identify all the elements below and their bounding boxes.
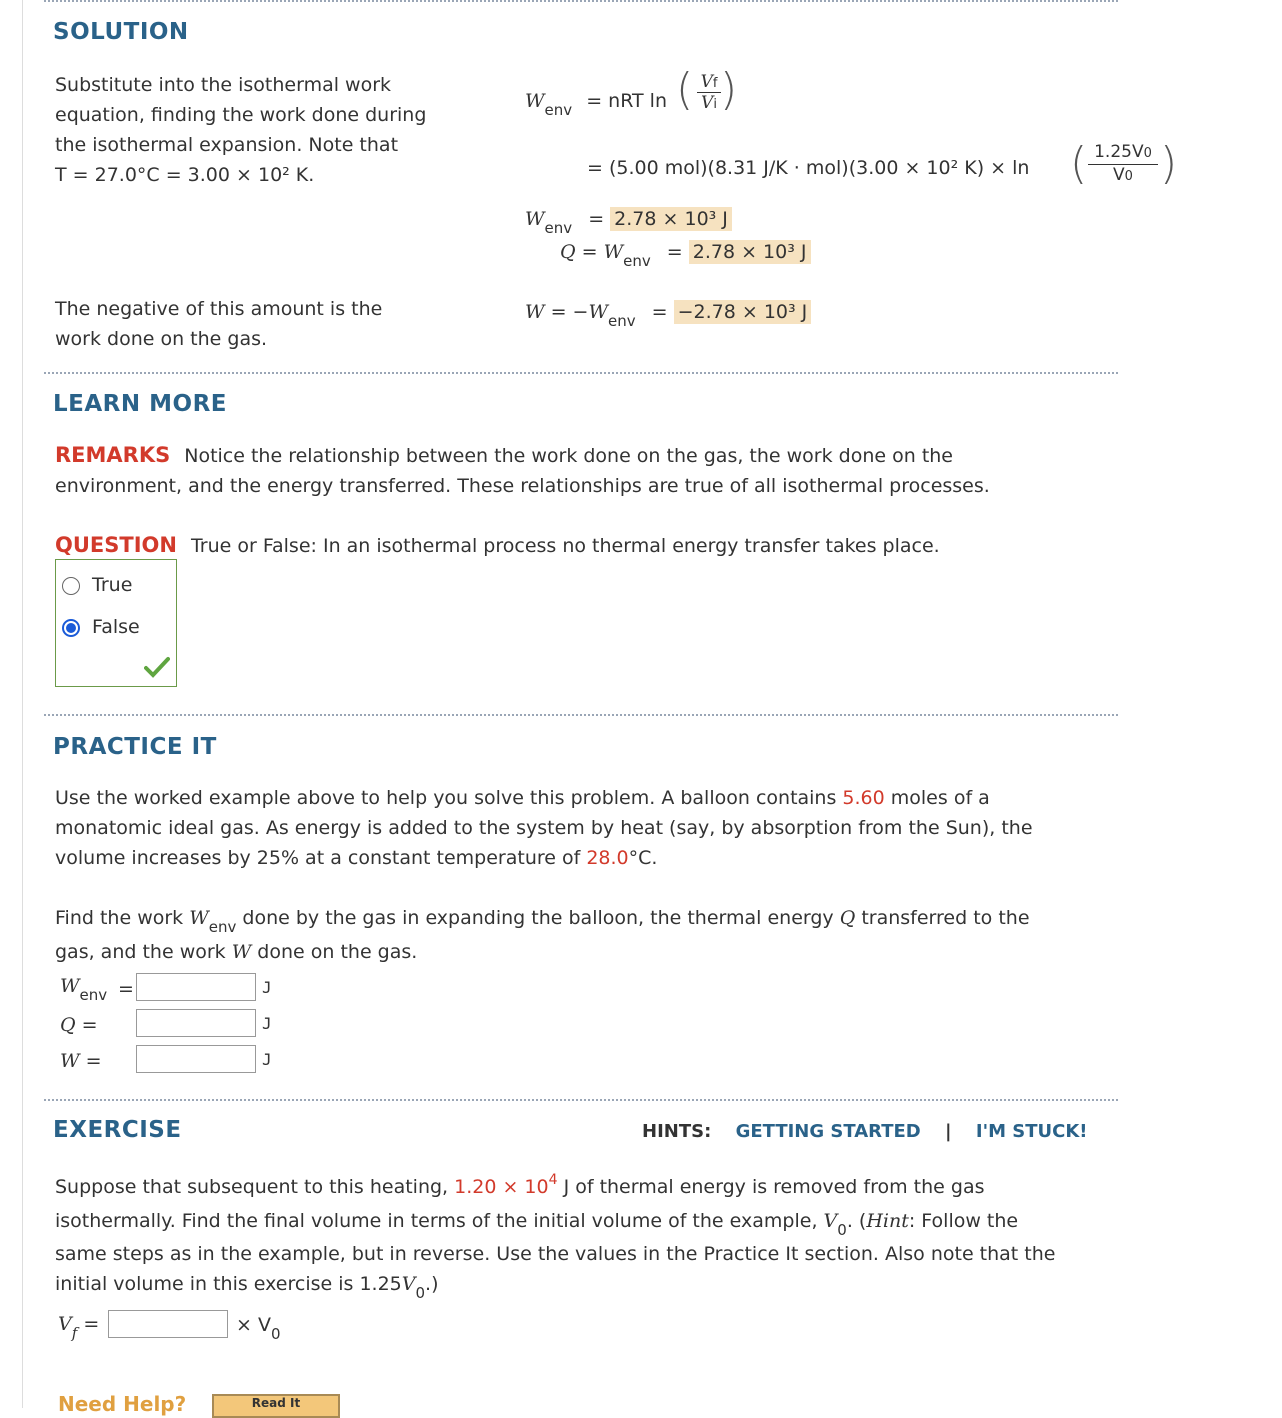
fraction-125v0-v0: [1088, 142, 1158, 185]
equation-work-env: [525, 90, 667, 119]
learn-more-title: LEARN MORE: [53, 391, 227, 417]
symbol-w: W: [525, 208, 545, 230]
frac-num: 1.25V: [1094, 142, 1144, 162]
subscript: 0: [270, 1325, 281, 1343]
frac-sub: 0: [1143, 146, 1152, 161]
option-label: False: [92, 616, 140, 638]
equation-wenv-result: [525, 208, 732, 237]
left-paren: (: [1070, 138, 1088, 189]
practice-text: [55, 783, 1105, 873]
equation-q: [560, 241, 811, 270]
text: . (: [846, 1210, 867, 1232]
equation-w: [525, 301, 811, 330]
highlight-answer: −2.78 × 10³ J: [674, 300, 812, 324]
question-label: QUESTION: [55, 533, 177, 557]
unit-label: J: [262, 1050, 272, 1069]
highlight-answer: 2.78 × 10³ J: [610, 207, 732, 231]
left-border: [22, 0, 23, 1408]
divider: [44, 372, 1118, 374]
equals: =: [651, 301, 668, 323]
subscript: env: [623, 252, 651, 270]
read-it-button[interactable]: [212, 1394, 340, 1418]
unit-label: J: [262, 1014, 272, 1033]
option-true[interactable]: [62, 574, 132, 596]
text: J of thermal energy is removed from the gas: [557, 1176, 985, 1198]
right-paren: ): [720, 64, 738, 115]
symbol-v: V: [58, 1313, 72, 1335]
text: done by the gas in expanding the balloon, the thermal energy: [236, 907, 840, 929]
separator: |: [945, 1121, 952, 1142]
solution-text: [55, 70, 426, 190]
symbol-w: W: [60, 1050, 80, 1072]
symbol-q: Q: [839, 907, 856, 929]
frac-den: V: [701, 93, 714, 113]
find-text: [55, 903, 1105, 971]
subscript: env: [544, 219, 573, 237]
symbol-w: W = −W: [525, 301, 608, 323]
w-input[interactable]: [136, 1045, 256, 1073]
hints-label: HINTS:: [642, 1121, 712, 1142]
equals: =: [83, 1313, 100, 1335]
times-v: × V: [236, 1314, 271, 1336]
text: °C.: [628, 847, 658, 869]
text: moles of a: [884, 787, 990, 809]
remarks-label: REMARKS: [55, 443, 171, 467]
subscript: env: [607, 312, 636, 330]
option-label: True: [92, 574, 133, 596]
read-it-label: Read It: [251, 1396, 301, 1410]
checkmark-icon: [144, 656, 170, 678]
text: volume increases by 25% at a constant temperature of: [55, 847, 587, 869]
left-paren: (: [676, 64, 694, 115]
symbol-q: Q: [60, 1014, 76, 1036]
equals: =: [85, 1050, 102, 1072]
question: [55, 530, 940, 561]
temperature-line: T = 27.0°C = 3.00 × 10² K.: [55, 164, 315, 186]
symbol-w: W: [231, 941, 252, 963]
text: Suppose that subsequent to this heating,: [55, 1176, 455, 1198]
remarks-text: Notice the relationship between the work done on the gas, the work done on the: [184, 445, 954, 467]
text: same steps as in the example, but in reverse. Use the values in the Practice It section. Also note that the: [55, 1243, 1056, 1265]
vf-input[interactable]: [108, 1310, 228, 1338]
energy-value: 1.20 × 10: [454, 1176, 549, 1198]
text-line: the isothermal expansion. Note that: [55, 134, 399, 156]
temperature-value: 28.0: [586, 847, 629, 869]
text: monatomic ideal gas. As energy is added to the system by heat (say, by absorption from the Sun), the: [55, 817, 1033, 839]
need-help-label: Need Help?: [58, 1392, 187, 1416]
answer-box: [55, 559, 177, 687]
symbol-w: W: [60, 975, 80, 997]
text-line: equation, finding the work done during: [55, 104, 427, 126]
text-line: work done on the gas.: [55, 328, 268, 350]
equals: =: [118, 978, 134, 1000]
divider: [44, 1099, 1118, 1101]
divider: [44, 0, 1118, 2]
practice-title: PRACTICE IT: [53, 734, 217, 760]
vf-label: [58, 1313, 100, 1342]
frac-den-sub: 0: [1124, 169, 1133, 184]
subscript: 0: [837, 1221, 847, 1239]
equation-substitution: = (5.00 mol)(8.31 J/K · mol)(3.00 × 10² K) × ln: [587, 157, 1030, 179]
symbol-w: W: [525, 90, 545, 112]
exponent: 4: [548, 1172, 558, 1188]
subscript: 0: [415, 1284, 426, 1302]
symbol-w: W: [189, 907, 209, 929]
subscript: env: [208, 918, 237, 936]
subscript: f: [71, 1324, 78, 1342]
frac-num-sub: f: [712, 76, 718, 91]
hint-getting-started-link[interactable]: GETTING STARTED: [735, 1121, 921, 1142]
w-row-label: [60, 1050, 102, 1072]
q-input[interactable]: [136, 1009, 256, 1037]
text: gas, and the work: [55, 941, 232, 963]
hints-bar: [642, 1121, 1088, 1142]
hint-im-stuck-link[interactable]: I'M STUCK!: [975, 1121, 1088, 1142]
option-false[interactable]: [62, 616, 140, 638]
moles-value: 5.60: [842, 787, 885, 809]
unit-label: J: [262, 978, 272, 997]
fraction-vf-vi: [697, 72, 721, 113]
text: : Follow the: [908, 1210, 1019, 1232]
hint-word: Hint: [866, 1210, 909, 1232]
frac-num: V: [700, 72, 713, 92]
text-line: Substitute into the isothermal work: [55, 74, 392, 96]
text: done on the gas.: [251, 941, 418, 963]
subscript: env: [544, 101, 573, 119]
equals: =: [666, 241, 683, 263]
radio-true[interactable]: [62, 577, 80, 595]
equation-rhs: = nRT ln: [586, 90, 667, 112]
text: isothermally. Find the final volume in terms of the initial volume of the example,: [55, 1210, 824, 1232]
highlight-answer: 2.78 × 10³ J: [689, 240, 811, 264]
question-text: True or False: In an isothermal process no thermal energy transfer takes place.: [190, 535, 940, 557]
text: Use the worked example above to help you solve this problem. A balloon contains: [55, 787, 843, 809]
text-line: The negative of this amount is the: [55, 298, 383, 320]
divider: [44, 714, 1118, 716]
text: transferred to the: [855, 907, 1030, 929]
text: .): [425, 1273, 439, 1295]
text: Find the work: [55, 907, 190, 929]
exercise-text: Suppose that subsequent to this heating, $1.20 \times 10^4$ J of thermal energy is removed from the gas isothermally. Find the final volume in terms of the initial volume of the example, $V_0$. (Hint: Follow the same steps as in the example, but in reverse. Use the values in the Practice It section. Also note that the initial volume in this exercise is $1.25V_0$.): [55, 1172, 1105, 1300]
frac-den: V: [1113, 165, 1125, 185]
text: initial volume in this exercise is 1.25: [55, 1273, 402, 1295]
wenv-input[interactable]: [136, 973, 256, 1001]
equals: =: [588, 208, 605, 230]
q-row-label: [60, 1014, 98, 1036]
subscript: env: [79, 986, 108, 1004]
times-v0: [236, 1314, 281, 1343]
remarks: [55, 440, 1095, 501]
symbol-q: Q = W: [560, 241, 624, 263]
frac-den-sub: i: [713, 97, 717, 112]
wenv-row-label: [60, 975, 108, 1004]
right-paren: ): [1160, 138, 1178, 189]
solution-title: SOLUTION: [53, 19, 189, 45]
radio-false[interactable]: [62, 619, 80, 637]
solution-text-2: [55, 294, 382, 354]
exercise-title: EXERCISE: [53, 1117, 182, 1143]
equals: =: [81, 1014, 98, 1036]
remarks-text: environment, and the energy transferred. These relationships are true of all isothermal processes.: [55, 475, 990, 497]
